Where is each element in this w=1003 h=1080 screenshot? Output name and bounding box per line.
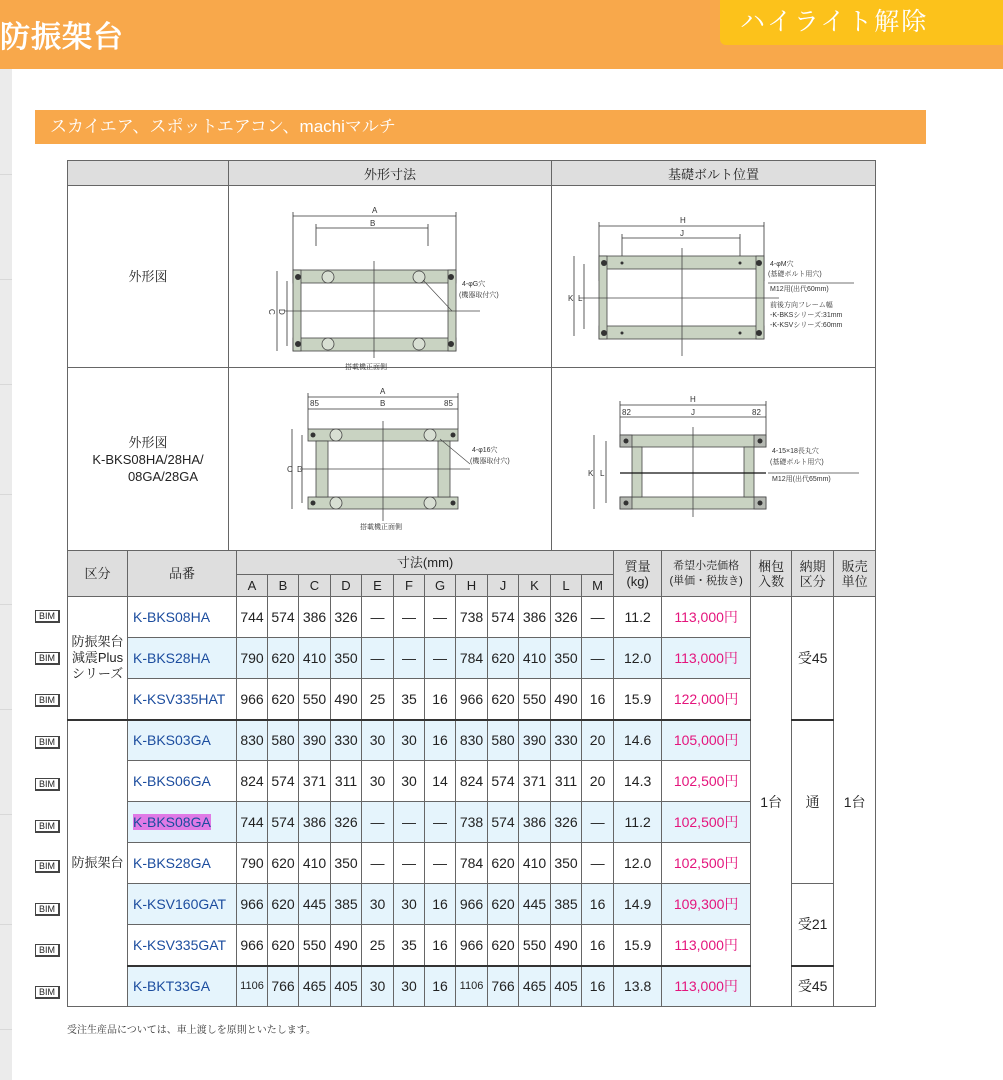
col-dim-h: H xyxy=(456,575,488,597)
mass-cell: 12.0 xyxy=(614,638,662,679)
dim-cell-f: — xyxy=(394,597,425,638)
frame-outline-drawing-icon xyxy=(230,369,550,545)
category-cell: 防振架台 減震Plus シリーズ xyxy=(68,597,128,720)
svg-text:(基礎ボルト用穴): (基礎ボルト用穴) xyxy=(769,458,824,466)
dim-cell-d: 405 xyxy=(331,966,362,1007)
svg-text:(機器取付穴): (機器取付穴) xyxy=(459,292,499,299)
dim-cell-c: 410 xyxy=(299,638,331,679)
bim-button[interactable]: BIM xyxy=(35,986,60,999)
col-dim-k: K xyxy=(519,575,551,597)
bim-button[interactable]: BIM xyxy=(35,778,60,791)
spec-table xyxy=(67,550,876,1007)
page-title: 防振架台 xyxy=(0,21,124,54)
mass-cell: 11.2 xyxy=(614,802,662,843)
mass-cell: 14.3 xyxy=(614,761,662,802)
dim-cell-d: 350 xyxy=(331,843,362,884)
col-price: 希望小売価格 (単価・税抜き) xyxy=(662,551,751,597)
dim-cell-m: 20 xyxy=(582,761,614,802)
dim-cell-b: 574 xyxy=(268,802,299,843)
dim-cell-e: 30 xyxy=(362,884,394,925)
dim-cell-h: 738 xyxy=(456,597,488,638)
svg-text:K: K xyxy=(587,468,593,478)
svg-text:K: K xyxy=(567,294,573,303)
mass-cell: 15.9 xyxy=(614,925,662,966)
dim-cell-b: 620 xyxy=(268,884,299,925)
dim-cell-k: 386 xyxy=(519,597,551,638)
price-cell: 102,500円 xyxy=(662,761,751,802)
dim-cell-g: 16 xyxy=(425,884,456,925)
dim-cell-m: 16 xyxy=(582,884,614,925)
col-dim-e: E xyxy=(362,575,394,597)
price-cell: 113,000円 xyxy=(662,597,751,638)
col-mass: 質量 (kg) xyxy=(614,551,662,597)
dim-cell-d: 490 xyxy=(331,679,362,720)
dim-cell-h: 830 xyxy=(456,720,488,761)
figure-row-label-2 xyxy=(68,368,229,551)
svg-text:J: J xyxy=(690,407,695,417)
dim-cell-f: — xyxy=(394,802,425,843)
svg-text:C: C xyxy=(267,309,276,315)
svg-text:M12用(出代60mm): M12用(出代60mm) xyxy=(769,286,829,293)
dim-cell-d: 311 xyxy=(331,761,362,802)
sales-unit-cell: 1台 xyxy=(834,597,876,1007)
dim-cell-j: 574 xyxy=(488,761,519,802)
mass-cell: 12.0 xyxy=(614,843,662,884)
dim-cell-m: 16 xyxy=(582,925,614,966)
dim-cell-l: 330 xyxy=(551,720,582,761)
dim-cell-k: 465 xyxy=(519,966,551,1007)
col-part-no: 品番 xyxy=(128,551,237,597)
dim-cell-d: 330 xyxy=(331,720,362,761)
svg-text:B: B xyxy=(370,219,376,228)
highlight-clear-button[interactable]: ハイライト解除 xyxy=(720,0,1003,45)
col-dim-m: M xyxy=(582,575,614,597)
col-dim-a: A xyxy=(237,575,268,597)
dim-cell-l: 350 xyxy=(551,638,582,679)
svg-text:搭載機正面側: 搭載機正面側 xyxy=(360,523,402,531)
dim-cell-c: 390 xyxy=(299,720,331,761)
mass-cell: 14.9 xyxy=(614,884,662,925)
dim-cell-g: 16 xyxy=(425,679,456,720)
part-number-link[interactable]: K-BKS28HA xyxy=(128,638,237,679)
part-number-link[interactable]: K-BKT33GA xyxy=(128,966,237,1007)
dim-cell-m: 20 xyxy=(582,720,614,761)
svg-text:D: D xyxy=(277,309,286,315)
dim-cell-e: — xyxy=(362,802,394,843)
dim-cell-m: — xyxy=(582,638,614,679)
dim-cell-m: — xyxy=(582,843,614,884)
delivery-cell: 受45 xyxy=(792,966,834,1007)
dim-cell-l: 490 xyxy=(551,925,582,966)
price-cell: 102,500円 xyxy=(662,802,751,843)
svg-text:C: C xyxy=(287,464,293,474)
dim-cell-m: — xyxy=(582,802,614,843)
col-dims-group: 寸法(mm) xyxy=(237,551,614,575)
dim-cell-k: 550 xyxy=(519,925,551,966)
dim-cell-h: 966 xyxy=(456,925,488,966)
bolt-position-drawing-2 xyxy=(552,368,876,551)
left-sidebar-strip xyxy=(0,69,12,1080)
svg-text:85: 85 xyxy=(310,398,319,408)
dim-cell-e: 30 xyxy=(362,720,394,761)
dim-cell-m: 16 xyxy=(582,679,614,720)
dim-cell-a: 790 xyxy=(237,638,268,679)
svg-text:4-15×18長丸穴: 4-15×18長丸穴 xyxy=(771,447,819,455)
dim-cell-h: 1106 xyxy=(456,966,488,1007)
col-sales-unit: 販売 単位 xyxy=(834,551,876,597)
dim-cell-g: 16 xyxy=(425,720,456,761)
col-pack-qty: 梱包 入数 xyxy=(751,551,792,597)
svg-text:82: 82 xyxy=(751,407,761,417)
figures-table xyxy=(67,160,876,551)
price-cell: 113,000円 xyxy=(662,638,751,679)
dim-cell-h: 784 xyxy=(456,638,488,679)
bim-button[interactable]: BIM xyxy=(35,736,60,749)
svg-text:H: H xyxy=(689,394,696,404)
bolt-position-drawing-icon xyxy=(554,369,874,545)
dim-cell-h: 738 xyxy=(456,802,488,843)
dim-cell-j: 574 xyxy=(488,597,519,638)
dim-cell-k: 550 xyxy=(519,679,551,720)
dim-cell-j: 620 xyxy=(488,925,519,966)
outer-dims-drawing-2 xyxy=(229,368,552,551)
dim-cell-h: 966 xyxy=(456,679,488,720)
dim-cell-c: 550 xyxy=(299,679,331,720)
dim-cell-e: — xyxy=(362,597,394,638)
figure-label-line-3: 08GA/28GA xyxy=(127,468,199,484)
dim-cell-e: 25 xyxy=(362,925,394,966)
dim-cell-c: 410 xyxy=(299,843,331,884)
dim-cell-f: 35 xyxy=(394,679,425,720)
bim-button[interactable]: BIM xyxy=(35,820,60,833)
dim-cell-g: 16 xyxy=(425,966,456,1007)
col-dim-g: G xyxy=(425,575,456,597)
dim-cell-c: 465 xyxy=(299,966,331,1007)
dim-cell-k: 445 xyxy=(519,884,551,925)
dim-cell-l: 350 xyxy=(551,843,582,884)
dim-cell-b: 766 xyxy=(268,966,299,1007)
dim-cell-k: 410 xyxy=(519,843,551,884)
outer-dims-header: 外形寸法 xyxy=(229,161,552,186)
price-cell: 102,500円 xyxy=(662,843,751,884)
dim-cell-f: 30 xyxy=(394,720,425,761)
outer-dims-drawing-1 xyxy=(229,186,552,371)
svg-text:-K-KSVシリーズ:60mm: -K-KSVシリーズ:60mm xyxy=(769,322,842,329)
dim-cell-k: 410 xyxy=(519,638,551,679)
part-number-link[interactable]: K-BKS08HA xyxy=(128,597,237,638)
part-number-link[interactable]: K-KSV160GAT xyxy=(128,884,237,925)
svg-text:4-φG穴: 4-φG穴 xyxy=(462,281,486,288)
figure-label-line-1: 外形図 xyxy=(128,434,168,450)
figures-header-blank xyxy=(68,161,229,186)
svg-text:4-φ16穴: 4-φ16穴 xyxy=(472,446,498,454)
price-cell: 105,000円 xyxy=(662,720,751,761)
dim-cell-a: 830 xyxy=(237,720,268,761)
part-number-link[interactable]: K-BKS03GA xyxy=(128,720,237,761)
dim-cell-g: — xyxy=(425,638,456,679)
bim-button[interactable]: BIM xyxy=(35,903,60,916)
dim-cell-d: 326 xyxy=(331,802,362,843)
dim-cell-e: — xyxy=(362,638,394,679)
dim-cell-j: 620 xyxy=(488,884,519,925)
section-title: スカイエア、スポットエアコン、machiマルチ xyxy=(35,110,926,144)
dim-cell-c: 550 xyxy=(299,925,331,966)
svg-text:搭載機正面側: 搭載機正面側 xyxy=(345,364,387,371)
col-dim-l: L xyxy=(551,575,582,597)
dim-cell-g: — xyxy=(425,597,456,638)
svg-text:前後方向フレーム幅: 前後方向フレーム幅 xyxy=(769,302,833,309)
dim-cell-l: 490 xyxy=(551,679,582,720)
dim-cell-d: 385 xyxy=(331,884,362,925)
dim-cell-a: 966 xyxy=(237,925,268,966)
bim-button[interactable]: BIM xyxy=(35,610,60,623)
delivery-cell: 通 xyxy=(792,720,834,884)
svg-text:4-φM穴: 4-φM穴 xyxy=(769,261,794,268)
bim-button[interactable]: BIM xyxy=(35,694,60,707)
figure-label-text: 外形図 xyxy=(128,269,168,284)
svg-text:M12用(出代65mm): M12用(出代65mm) xyxy=(771,475,831,483)
dim-cell-e: 30 xyxy=(362,761,394,802)
dim-cell-l: 385 xyxy=(551,884,582,925)
part-number-link[interactable]: K-KSV335HAT xyxy=(128,679,237,720)
dim-cell-f: — xyxy=(394,843,425,884)
dim-cell-m: 16 xyxy=(582,966,614,1007)
part-number-link[interactable]: K-BKS06GA xyxy=(128,761,237,802)
svg-text:H: H xyxy=(679,216,686,225)
col-delivery: 納期 区分 xyxy=(792,551,834,597)
dim-cell-j: 766 xyxy=(488,966,519,1007)
dim-cell-j: 620 xyxy=(488,638,519,679)
mass-cell: 14.6 xyxy=(614,720,662,761)
svg-text:D: D xyxy=(297,464,303,474)
dim-cell-a: 744 xyxy=(237,802,268,843)
dim-cell-k: 390 xyxy=(519,720,551,761)
dim-cell-f: 35 xyxy=(394,925,425,966)
svg-text:-K-BKSシリーズ:31mm: -K-BKSシリーズ:31mm xyxy=(769,312,842,319)
figure-label-line-2: K-BKS08HA/28HA/ xyxy=(92,451,204,467)
dim-cell-g: — xyxy=(425,802,456,843)
dim-cell-h: 966 xyxy=(456,884,488,925)
bolt-position-header: 基礎ボルト位置 xyxy=(552,161,876,186)
bim-button[interactable]: BIM xyxy=(35,944,60,957)
svg-text:A: A xyxy=(372,206,378,215)
mass-cell: 13.8 xyxy=(614,966,662,1007)
pack-qty-cell: 1台 xyxy=(751,597,792,1007)
dim-cell-d: 326 xyxy=(331,597,362,638)
price-cell: 113,000円 xyxy=(662,966,751,1007)
dim-cell-e: — xyxy=(362,843,394,884)
dim-cell-l: 311 xyxy=(551,761,582,802)
dim-cell-j: 620 xyxy=(488,843,519,884)
dim-cell-d: 490 xyxy=(331,925,362,966)
dim-cell-b: 620 xyxy=(268,638,299,679)
dim-cell-c: 371 xyxy=(299,761,331,802)
dim-cell-k: 386 xyxy=(519,802,551,843)
dim-cell-b: 574 xyxy=(268,761,299,802)
col-dim-f: F xyxy=(394,575,425,597)
dim-cell-b: 580 xyxy=(268,720,299,761)
dim-cell-l: 405 xyxy=(551,966,582,1007)
table-row xyxy=(68,597,876,638)
dim-cell-m: — xyxy=(582,597,614,638)
dim-cell-h: 824 xyxy=(456,761,488,802)
mass-cell: 11.2 xyxy=(614,597,662,638)
dim-cell-e: 25 xyxy=(362,679,394,720)
dim-cell-b: 574 xyxy=(268,597,299,638)
svg-text:L: L xyxy=(599,468,604,478)
col-dim-j: J xyxy=(488,575,519,597)
dim-cell-l: 326 xyxy=(551,597,582,638)
dim-cell-c: 386 xyxy=(299,802,331,843)
dim-cell-j: 620 xyxy=(488,679,519,720)
bolt-position-drawing-icon xyxy=(554,186,874,362)
dim-cell-c: 386 xyxy=(299,597,331,638)
dim-cell-g: 14 xyxy=(425,761,456,802)
dim-cell-a: 966 xyxy=(237,884,268,925)
dim-cell-a: 744 xyxy=(237,597,268,638)
category-cell: 防振架台 xyxy=(68,720,128,1007)
bim-button[interactable]: BIM xyxy=(35,860,60,873)
svg-text:(基礎ボルト用穴): (基礎ボルト用穴) xyxy=(767,271,822,278)
bolt-position-drawing-1 xyxy=(552,186,876,368)
part-number-link[interactable]: K-BKS08GA xyxy=(128,802,237,843)
dim-cell-e: 30 xyxy=(362,966,394,1007)
svg-text:B: B xyxy=(380,398,386,408)
dim-cell-f: 30 xyxy=(394,761,425,802)
svg-text:(機器取付穴): (機器取付穴) xyxy=(470,457,510,465)
svg-text:A: A xyxy=(380,386,386,396)
svg-text:L: L xyxy=(577,294,582,303)
dim-cell-a: 824 xyxy=(237,761,268,802)
part-number-link[interactable]: K-KSV335GAT xyxy=(128,925,237,966)
dim-cell-j: 580 xyxy=(488,720,519,761)
frame-outline-drawing-icon xyxy=(230,186,550,371)
dim-cell-l: 326 xyxy=(551,802,582,843)
svg-text:85: 85 xyxy=(444,398,453,408)
dim-cell-b: 620 xyxy=(268,925,299,966)
dim-cell-h: 784 xyxy=(456,843,488,884)
col-dim-b: B xyxy=(268,575,299,597)
dim-cell-c: 445 xyxy=(299,884,331,925)
dim-cell-d: 350 xyxy=(331,638,362,679)
figure-row-label xyxy=(68,186,229,368)
price-cell: 122,000円 xyxy=(662,679,751,720)
dim-cell-g: — xyxy=(425,843,456,884)
col-dim-d: D xyxy=(331,575,362,597)
dim-cell-b: 620 xyxy=(268,843,299,884)
dim-cell-j: 574 xyxy=(488,802,519,843)
dim-cell-a: 1106 xyxy=(237,966,268,1007)
svg-text:82: 82 xyxy=(621,407,631,417)
dim-cell-f: 30 xyxy=(394,966,425,1007)
price-cell: 109,300円 xyxy=(662,884,751,925)
dim-cell-k: 371 xyxy=(519,761,551,802)
dim-cell-f: 30 xyxy=(394,884,425,925)
svg-text:J: J xyxy=(679,229,684,238)
dim-cell-a: 790 xyxy=(237,843,268,884)
dim-cell-a: 966 xyxy=(237,679,268,720)
dim-cell-g: 16 xyxy=(425,925,456,966)
dim-cell-b: 620 xyxy=(268,679,299,720)
delivery-cell: 受21 xyxy=(792,884,834,966)
price-cell: 113,000円 xyxy=(662,925,751,966)
delivery-cell: 受45 xyxy=(792,597,834,720)
col-dim-c: C xyxy=(299,575,331,597)
bim-button[interactable]: BIM xyxy=(35,652,60,665)
part-number-link[interactable]: K-BKS28GA xyxy=(128,843,237,884)
col-category: 区分 xyxy=(68,551,128,597)
dim-cell-f: — xyxy=(394,638,425,679)
footnote: 受注生産品については、車上渡しを原則といたします。 xyxy=(67,1025,316,1036)
page-header xyxy=(0,0,1003,69)
mass-cell: 15.9 xyxy=(614,679,662,720)
